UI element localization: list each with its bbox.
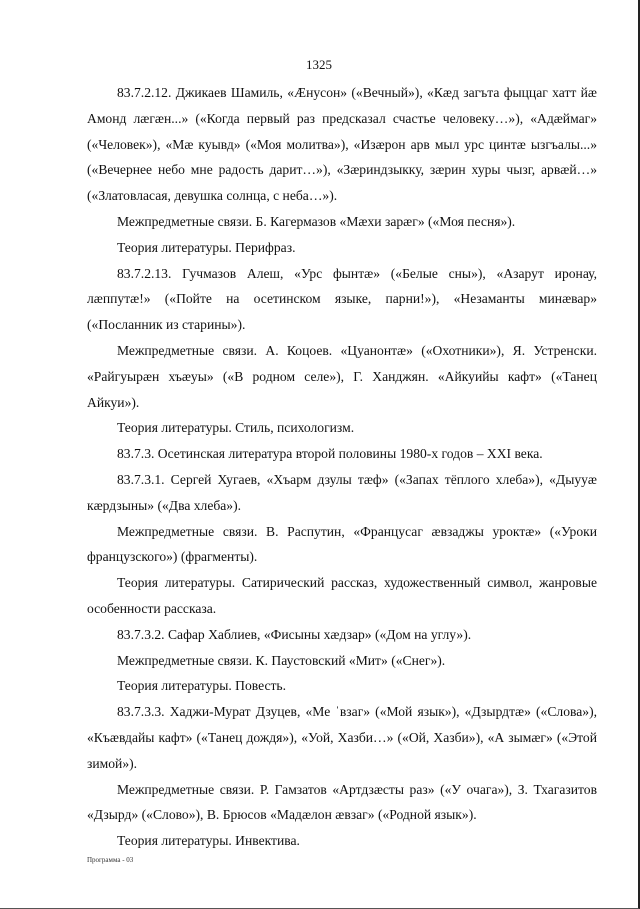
paragraph: Теория литературы. Стиль, психологизм. <box>117 420 355 436</box>
paragraph: Межпредметные связи. А. Коцоев. «Цуанонтæ» («Охотники»), Я. Устренски. «Райгуырæн хъæуы» («В родном селе»), Г. Ханджян. «Айкуийы кафт» («Танец Айкуи»). <box>87 342 597 410</box>
paragraph: Теория литературы. Перифраз. <box>117 239 296 255</box>
paragraph: 83.7.3.3. Хаджи-Мурат Дзуцев, «Ме ˈвзаг» («Мой язык»), «Дзырдтæ» («Слова»), «Къæвдайы кафт» («Танец дождя»), «Уой, Хазби…» («Ой, Хазби»), «А зымæг» («Этой зимой»). <box>87 704 597 771</box>
paragraph: Теория литературы. Повесть. <box>117 678 287 694</box>
paragraph: 83.7.2.13. Гучмазов Алеш, «Урс фынтæ» («Белые сны»), «Азарут иронау, лæппутæ!» («Пойте на осетинском языке, парни!»), «Незаманты минæвар» («Посланник из старины»). <box>87 265 597 333</box>
page-footer: Программа - 03 <box>87 856 134 864</box>
paragraph: 83.7.3. Осетинская литература второй половины 1980-х годов – XXI века. <box>117 446 543 462</box>
paragraph: Межпредметные связи. В. Распутин, «Францусаг æвзаджы уроктæ» («Уроки французского») (фрагменты). <box>87 523 597 565</box>
paragraph: Межпредметные связи. Р. Гамзатов «Артдзæсты раз» («У очага»), З. Тхагазитов «Дзырд» («Слово»), В. Брюсов «Мадæлон æвзаг» («Родной язык»). <box>87 781 597 823</box>
page-body <box>87 80 597 854</box>
paragraph: 83.7.3.1. Сергей Хугаев, «Хъарм дзулы тæф» («Запах тёплого хлеба»), «Дыууæ кæрдзыны» («Два хлеба»). <box>87 471 597 513</box>
paragraph: 83.7.2.12. Джикаев Шамиль, «Ӕнусон» («Вечный»), «Кæд загъта фыццаг хатт йæ Амонд лæгæн...» («Когда первый раз предсказал счастье человеку…»), «Адæймаг» («Человек»), «Мæ куывд» («Моя молитва»), «Изæрон арв мыл урс цинтæ ызгъалы...» («Вечернее небо мне радость дарит…»), «Зæриндзыкку, зæрин хуры чызг, арвæй…» («Златовласая, девушка солнца, с неба…»). <box>87 85 597 204</box>
paragraph: Теория литературы. Сатирический рассказ, художественный символ, жанровые особенности рассказа. <box>87 575 597 616</box>
page-number: 1325 <box>306 57 332 72</box>
paragraph: Теория литературы. Инвектива. <box>117 833 300 849</box>
paragraph: 83.7.3.2. Сафар Хаблиев, «Фисыны хæдзар» («Дом на углу»). <box>117 626 472 642</box>
paragraph: Межпредметные связи. К. Паустовский «Мит» («Снег»). <box>117 652 446 668</box>
paragraph: Межпредметные связи. Б. Кагермазов «Мæхи зарæг» («Моя песня»). <box>117 213 516 229</box>
